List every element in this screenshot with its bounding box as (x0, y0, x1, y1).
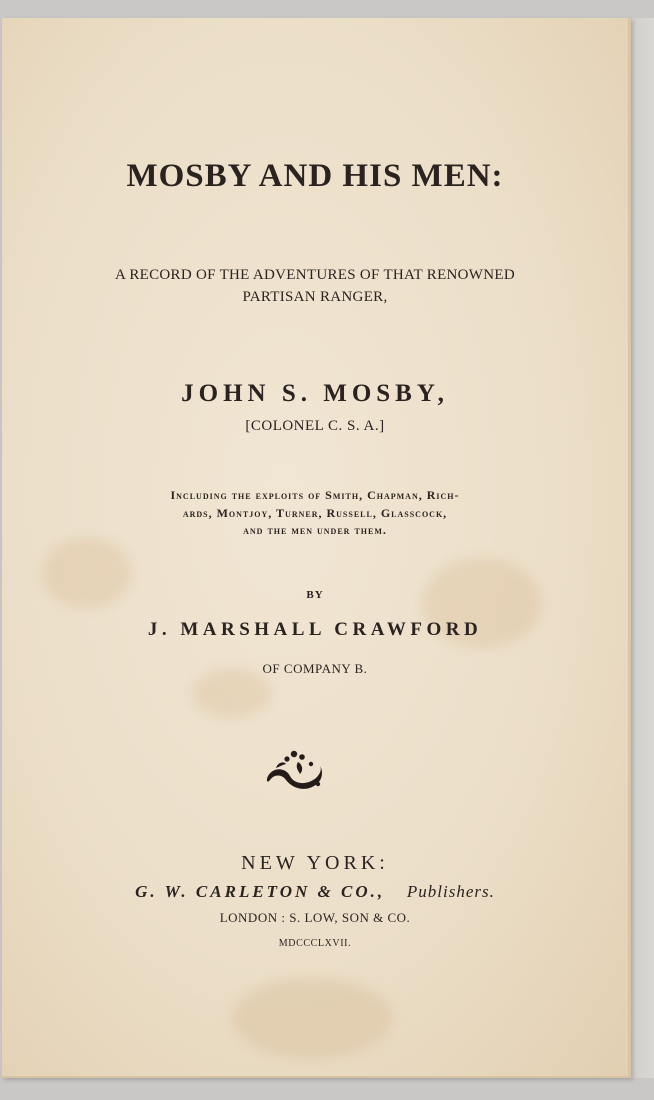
subtitle-line-1: A RECORD OF THE ADVENTURES OF THAT RENOWNED (114, 267, 515, 283)
author-name: J. MARSHALL CRAWFORD (147, 619, 483, 640)
london-imprint: LONDON : S. LOW, SON & CO. (219, 910, 411, 925)
author-affiliation: OF COMPANY B. (262, 661, 368, 676)
including-line-2: ards, Montjoy, Turner, Russell, Glasscock, (182, 506, 448, 520)
subject-rank: [COLONEL C. S. A.] (245, 418, 385, 434)
publication-year: MDCCCLXVII. (278, 938, 352, 949)
title-page (2, 18, 631, 1078)
publisher-name: G. W. CARLETON & CO., (135, 882, 386, 901)
foxing-stain (232, 978, 392, 1058)
subject-name: JOHN S. MOSBY, (181, 380, 449, 407)
including-line-1: Including the exploits of Smith, Chapman, Rich- (170, 488, 460, 502)
publisher-role: Publishers. (406, 882, 495, 901)
subtitle-line-2: PARTISAN RANGER, (242, 289, 388, 305)
including-line-3: and the men under them. (243, 523, 387, 537)
publisher-line (2, 882, 628, 902)
by-label: BY (306, 589, 324, 601)
page-edge (630, 18, 654, 1078)
imprint-city: NEW YORK: (241, 852, 389, 874)
book-title: MOSBY AND HIS MEN: (126, 158, 504, 194)
printers-ornament-icon (264, 746, 324, 792)
